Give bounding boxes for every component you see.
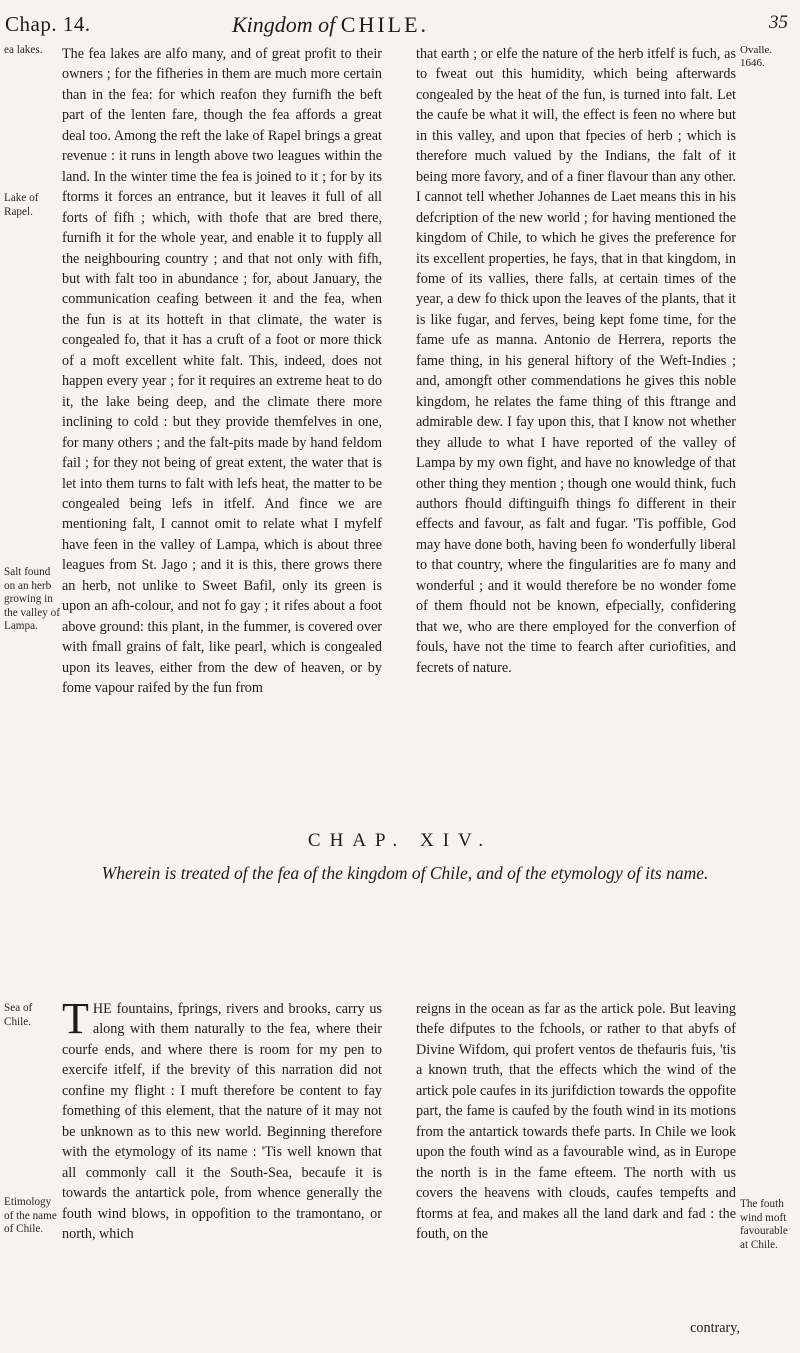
drop-cap: T [62, 994, 89, 1043]
left-column-top [62, 44, 382, 699]
right-column-top [416, 44, 736, 678]
title-name: CHILE. [340, 12, 430, 37]
catchword: contrary, [690, 1320, 740, 1336]
title-prefix: Kingdom of [232, 12, 341, 37]
left-column-bottom [62, 994, 382, 1244]
margin-note-etimology: Etimology of the name of Chile. [4, 1196, 57, 1235]
margin-note-lake-rapel: Lake of Rapel. [4, 192, 39, 218]
margin-note-sea-of-chile: Sea of Chile. [4, 1002, 33, 1028]
paragraph: HE fountains, fprings, rivers and brooks, carry us along with them naturally to the fea, where their courfe ends, and where there is room for my pen to exercife itfelf, if the brevity of this narration did not confine my flight : I muft therefore be content to fay fomething of this element, that the nature of it may not be unknown as to this new world. Beginning therefore with the etymology of its name : 'Tis well known that all commonly call it the South-Sea, becaufe it is towards the antartick pole, from whence generally the fouth wind blows, in oppofition to the tramontano, or north, which [62, 1001, 382, 1242]
paragraph: The fea lakes are alfo many, and of great profit to their owners ; for the fifheries in them are much more certain than in the fea: for which reafon they furnifh the beft part of the lenten fare, though the fea affords a great deal too. Among the reft the lake of Rapel brings a great revenue : it runs in length above two leagues within the land. In the winter time the fea is joined to it ; for by its ftorms it forces an entrance, but it leaves it full of all forts of fifh ; which, with thofe that are bred there, furnifh it for the whole year, and enable it to fupply all the neighbouring country ; and that not only with fifh, but with falt too in abundance ; for, about January, the communication ceafing between it and the fea, when the fun is at its hotteft in that climate, the water is congealed fo, that it has a cruft of a foot or more thick of a moft excellent white falt. This, indeed, does not happen every year ; for it requires an extreme heat to do it, the lake being deep, and the climate there more inclining to cold : but they provide themfelves in one, for many others ; and the falt-pits made by hand feldom fail ; for they not being of great extent, the water that is let into them turns to falt with lefs heat, the matter to be congealed being lefs in itfelf. And fince we are mentioning falt, I cannot omit to relate what I myfelf have feen in the valley of Lampa, which is about three leagues from St. Jago ; and it is this, there grows there an herb, not unlike to Sweet Bafil, only its green is upon an afh-colour, and not fo gay ; it rifes about a foot above ground: this plant, in the fummer, is covered over with fmall grains of falt, like pearl, which is congealed upon its leaves, either from the dew of heaven, or by fome vapour raifed by the fun from [62, 46, 382, 697]
chapter-label: Chap. 14. [5, 12, 91, 36]
chapter-title: Wherein is treated of the fea of the kingdom of Chile, and of the etymology of its name. [101, 863, 709, 883]
running-header [0, 8, 800, 44]
paragraph: that earth ; or elfe the nature of the herb itfelf is fuch, as to fweat out this humidity, which being afterwards congealed by the heat of the fun, is turned into falt. Let the caufe be what it will, the effect is feen no where but in this valley, and upon that fpecies of herb ; which is therefore much valued by the Indians, the falt of it being more favory, and of a finer flavour than any other. I cannot tell whether Johannes de Laet means this in his defcription of the new world ; for having mentioned the kingdom of Chile, to which he gives the preference for its excellent properties, he fays, that in that kingdom, in fome of its vallies, there falls, at certain times of the year, a dew fo thick upon the leaves of the plants, that it is like fugar, and ferves, being kept fome time, for the fame ufe as manna. Antonio de Herrera, reports the fame thing, in his general hiftory of the Weft-Indies ; and, amongft other commendations he gives this noble kingdom, he relates the fame thing of this ftrange and admirable dew. I fay upon this, that I know not whether they allude to what I have reported of the valley of Lampa by my own fight, and have no knowledge of that other thing they mention ; though one would think, fuch authors fhould diftinguifh things fo different in their effects and favour, as falt and fugar. 'Tis poffible, God may have done both, having been fo wonderfully liberal to that country, where the fingularities are fo many and wonderful ; and it would therefore be no wonder fome of them fhould not be known, efpecially, confidering that we, who are there employed for the converfion of fouls, have not the time to fearch after curiofities, and fecrets of nature. [416, 46, 736, 676]
right-column-bottom [416, 999, 736, 1244]
paragraph: reigns in the ocean as far as the artick pole. But leaving thefe difputes to the fchools, or rather to that abyfs of Divine Wifdom, qui profert ventos de thefauris fuis, 'tis a known truth, that the effects which the wind of the artick pole caufes in its jurifdiction towards the oppofite part, the fame is caufed by the fouth wind in its motions from the antartick towards thefe parts. In Chile we look upon the fouth wind as a favourable wind, as in Europe the north is in the fame efteem. The north with us covers the heavens with clouds, caufes tempefts and ftorms at fea, and makes all the land dark and fad : the fouth, on the [416, 1001, 736, 1242]
page-title [232, 12, 429, 38]
margin-note-sea-lakes: ea lakes. [4, 44, 43, 56]
margin-note-salt-found: Salt found on an herb growing in the valley of Lampa. [4, 566, 60, 632]
margin-note-south-wind: The fouth wind moft favourable at Chile. [740, 1198, 788, 1251]
margin-date: Ovalle. 1646. [740, 44, 773, 69]
chapter-number: CHAP. XIV. [307, 830, 493, 851]
page-number: 35 [769, 12, 788, 33]
